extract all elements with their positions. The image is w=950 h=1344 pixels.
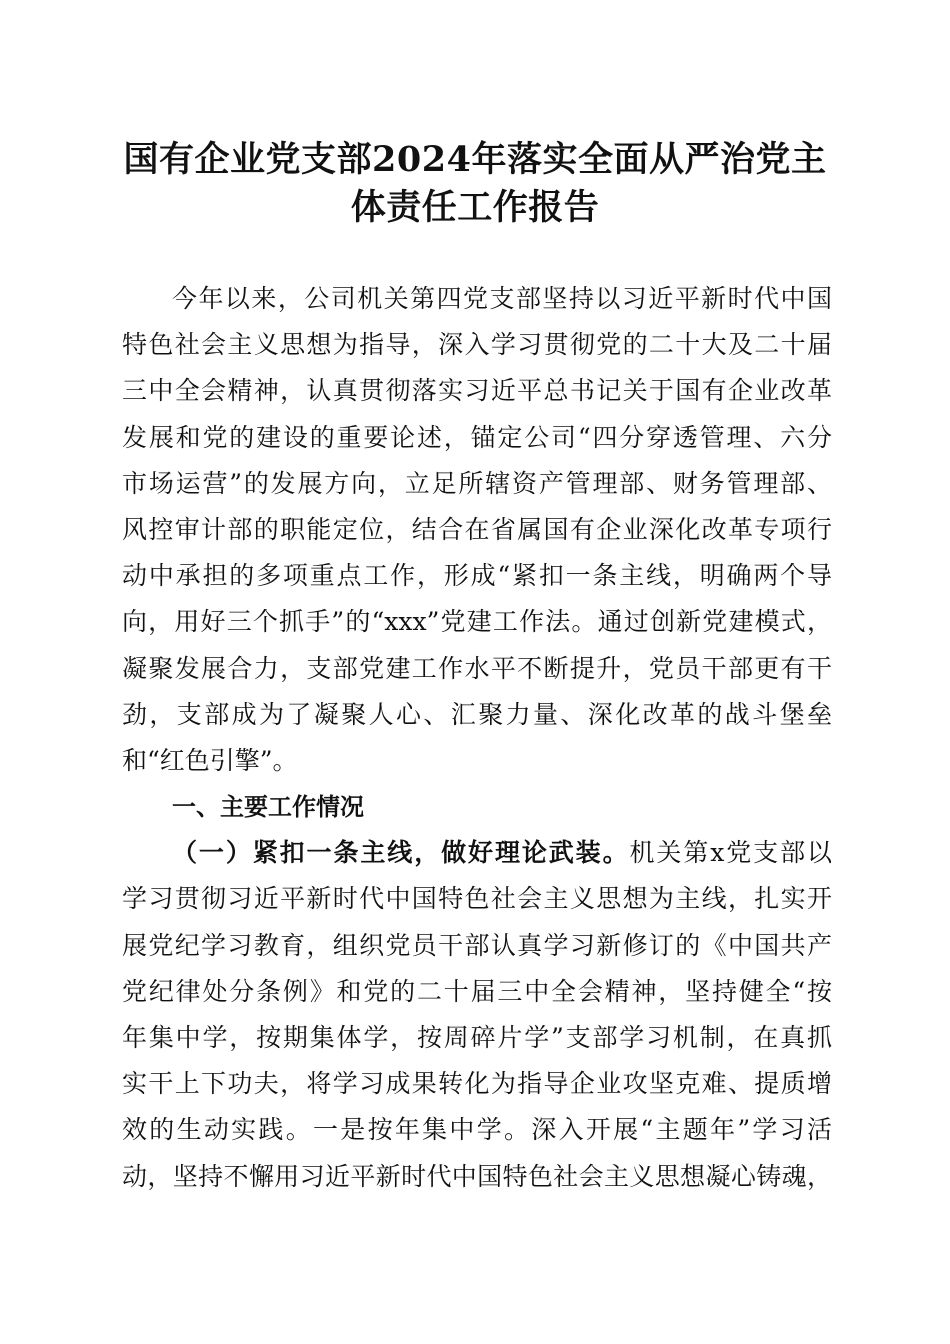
paragraph-line: 动中承担的多项重点工作，形成“紧扣一条主线，明确两个导 [122, 561, 832, 591]
section-1-paragraph [122, 830, 832, 1200]
paragraph-line: 市场运营”的发展方向，立足所辖资产管理部、财务管理部、 [122, 468, 832, 498]
paragraph-line: 展党纪学习教育，组织党员干部认真学习新修订的《中国共产 [122, 930, 832, 960]
paragraph-line: 向，用好三个抓手”的“xxx”党建工作法。通过创新党建模式， [122, 607, 832, 637]
paragraph-line: 实干上下功夫，将学习成果转化为指导企业攻坚克难、提质增 [122, 1069, 832, 1099]
document-body [122, 276, 832, 1200]
title-line-2: 体责任工作报告 [350, 187, 600, 228]
paragraph-line: 三中全会精神，认真贯彻落实习近平总书记关于国有企业改革 [122, 376, 832, 406]
document-title [110, 136, 840, 232]
paragraph-line [122, 830, 832, 876]
paragraph-line: 学习贯彻习近平新时代中国特色社会主义思想为主线，扎实开 [122, 884, 832, 914]
subsection-lead-rest: 机关第x党支部以 [629, 838, 832, 868]
title-line-1: 国有企业党支部2024年落实全面从严治党主 [123, 139, 827, 180]
subsection-lead: （一）紧扣一条主线，做好理论武装。 [172, 838, 630, 868]
paragraph-line: 动，坚持不懈用习近平新时代中国特色社会主义思想凝心铸魂， [122, 1161, 832, 1191]
paragraph-line: 风控审计部的职能定位，结合在省属国有企业深化改革专项行 [122, 514, 832, 544]
paragraph-line: 效的生动实践。一是按年集中学。深入开展“主题年”学习活 [122, 1115, 832, 1145]
paragraph-line: 特色社会主义思想为指导，深入学习贯彻党的二十大及二十届 [122, 330, 832, 360]
paragraph-line: 发展和党的建设的重要论述，锚定公司“四分穿透管理、六分 [122, 422, 832, 452]
paragraph-line: 和“红色引擎”。 [122, 745, 298, 775]
paragraph-line: 劲，支部成为了凝聚人心、汇聚力量、深化改革的战斗堡垒 [122, 699, 832, 729]
paragraph-line: 党纪律处分条例》和党的二十届三中全会精神，坚持健全“按 [122, 976, 832, 1006]
paragraph-line: 年集中学，按期集体学，按周碎片学”支部学习机制，在真抓 [122, 1023, 832, 1052]
paragraph-line: 今年以来，公司机关第四党支部坚持以习近平新时代中国 [172, 284, 832, 313]
paragraph-line: 凝聚发展合力，支部党建工作水平不断提升，党员干部更有干 [122, 653, 832, 683]
intro-paragraph [122, 276, 832, 784]
section-heading: 一、主要工作情况 [172, 793, 364, 822]
